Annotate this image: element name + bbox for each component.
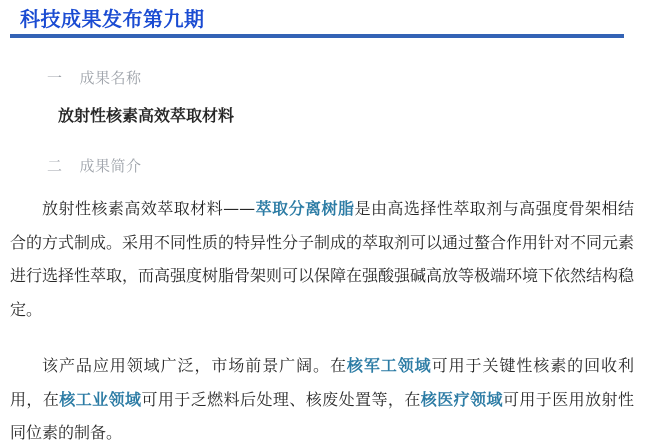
document-body (10, 68, 634, 447)
result-name-text: 放射性核素高效萃取材料 (58, 106, 235, 125)
highlighted-term: 核军工领域 (346, 356, 432, 375)
highlighted-term: 萃取分离树脂 (255, 199, 355, 218)
highlighted-term: 核医疗领域 (420, 389, 503, 409)
paragraph-text: 可用于医用放射性同位素的制备。 (10, 389, 634, 442)
paragraph-text: 是由高选择性萃取剂与高强度骨架相结合的方式制成。采用不同性质的特异性分子制成的萃取剂可以通过螯合作用针对不同元素进行选择性萃取，而高强度树脂骨架则可以保障在强酸强碱高放等极端环境下依然结构稳定。 (10, 199, 635, 319)
section-label: 成果名称 (79, 69, 142, 87)
title-underline-rule (10, 34, 624, 38)
paragraph-text: 放射性核素高效萃取材料—— (42, 199, 256, 218)
section-heading-result-name (10, 68, 634, 88)
paragraph-text: 可用于关键性核素的回收利用，在 (10, 356, 634, 409)
paragraph-text: 可用于乏燃料后处理、核废处置等，在 (141, 389, 421, 409)
intro-paragraph-2 (10, 349, 634, 447)
document-page (0, 7, 645, 447)
intro-paragraph-1 (10, 192, 634, 326)
page-title: 科技成果发布第九期 (20, 7, 205, 31)
section-number: 二 (47, 157, 63, 175)
section-heading-result-intro (10, 156, 634, 176)
section-label: 成果简介 (79, 157, 142, 175)
highlighted-term: 核工业领域 (59, 389, 142, 409)
section-number: 一 (47, 69, 63, 87)
paragraph-text: 该产品应用领域广泛，市场前景广阔。在 (42, 356, 347, 375)
